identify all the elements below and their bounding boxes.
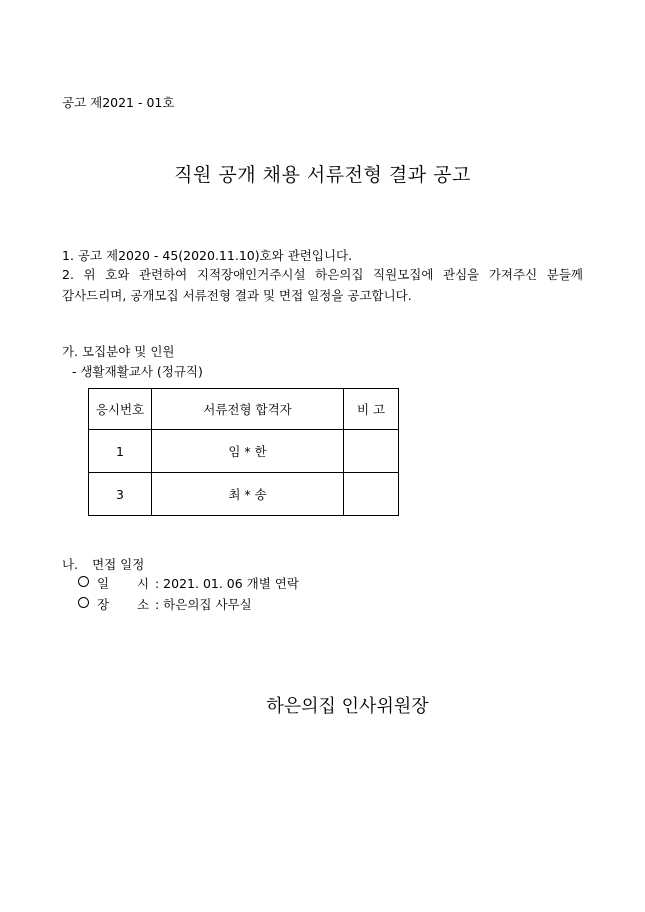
table-row	[89, 430, 399, 473]
cell-remarks	[344, 430, 399, 473]
cell-remarks	[344, 473, 399, 516]
section-b-heading	[62, 555, 144, 573]
label-part-b: 소	[137, 597, 150, 612]
circle-bullet-icon	[78, 576, 89, 587]
table-header-row	[89, 389, 399, 430]
signature: 하은의집 인사위원장	[266, 696, 429, 717]
header-passed-applicant: 서류전형 합격자	[152, 389, 344, 430]
circle-bullet-icon	[78, 597, 89, 608]
notice-number: 공고 제2021 - 01호	[62, 95, 175, 110]
section-a-subheading: - 생활재활교사 (정규직)	[72, 364, 203, 379]
schedule-item-datetime	[78, 574, 299, 592]
cell-applicant-number: 3	[89, 473, 152, 516]
label-part-b: 시	[137, 576, 150, 591]
paragraph-1: 1. 공고 제2020 - 45(2020.11.10)호와 관련입니다.	[62, 248, 353, 263]
results-table	[88, 388, 399, 516]
header-applicant-number: 응시번호	[89, 389, 152, 430]
section-a-heading: 가. 모집분야 및 인원	[62, 344, 175, 359]
schedule-item-location	[78, 595, 252, 613]
schedule-value: : 하은의집 사무실	[155, 597, 252, 612]
label-part-a: 일	[97, 576, 110, 591]
cell-passed-applicant: 최 * 송	[152, 473, 344, 516]
header-remarks: 비 고	[344, 389, 399, 430]
cell-applicant-number: 1	[89, 430, 152, 473]
label-part-a: 장	[97, 597, 110, 612]
schedule-value: : 2021. 01. 06 개별 연락	[155, 576, 299, 591]
table-row	[89, 473, 399, 516]
section-b-title: 면접 일정	[92, 557, 145, 572]
section-b-prefix: 나.	[62, 557, 79, 572]
page-title: 직원 공개 채용 서류전형 결과 공고	[174, 164, 471, 186]
paragraph-2: 2. 위 호와 관련하여 지적장애인거주시설 하은의집 직원모집에 관심을 가져주신 분들께	[62, 267, 583, 282]
paragraph-3: 감사드리며, 공개모집 서류전형 결과 및 면접 일정을 공고합니다.	[62, 288, 412, 303]
cell-passed-applicant: 임 * 한	[152, 430, 344, 473]
